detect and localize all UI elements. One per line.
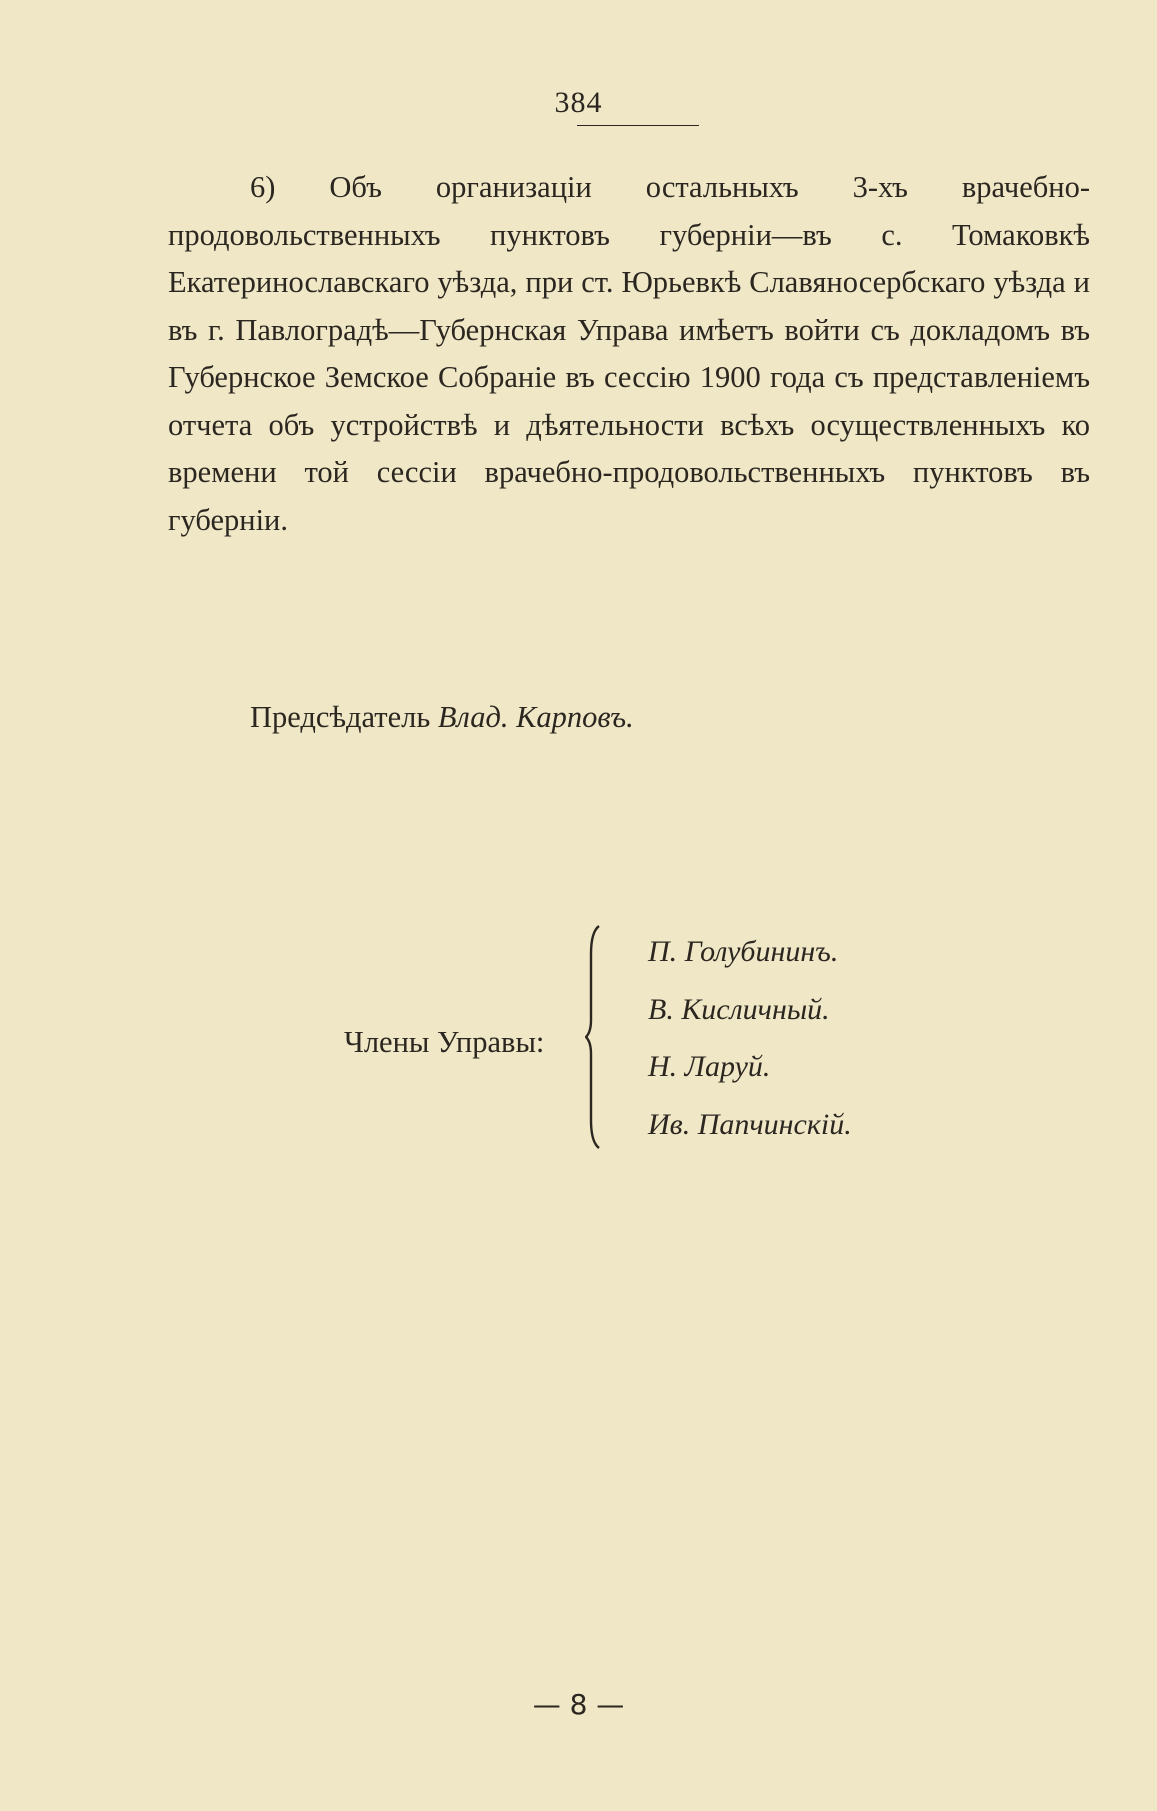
member-name: П. Голубининъ. [648, 935, 839, 968]
chairman-title: Предсѣдатель [250, 700, 431, 734]
member-name: В. Кисличный. [648, 992, 830, 1026]
resolution-paragraph: 6) Объ организаціи остальныхъ 3-хъ врачебно-продовольственныхъ пунктовъ губерніи—въ с. Томаковкѣ Екатеринославскаго уѣзда, при ст. Юрьевкѣ Славяносербскаго уѣзда и въ г. Павлоградѣ—Губернская Управа имѣетъ войти съ докладомъ въ Губернское Земское Собраніе въ сессію 1900 года съ представленіемъ отчета объ устройствѣ и дѣятельности всѣхъ осуществленныхъ ко времени той сессіи врачебно-продовольственныхъ пунктовъ въ губерніи. [168, 170, 1090, 537]
members-list [648, 932, 852, 1162]
member-name: Ив. Папчинскій. [648, 1107, 852, 1141]
member-name: Н. Ларуй. [648, 1050, 771, 1083]
page-number-rule [577, 125, 699, 126]
page-number: 384 [554, 86, 603, 119]
members-brace [585, 924, 603, 1150]
chairman-signature: Влад. Карповъ. [437, 700, 634, 734]
members-label: Члены Управы: [344, 1025, 545, 1059]
chairman-line [250, 700, 634, 735]
footer-page-marker: — 8 — [532, 1688, 625, 1721]
